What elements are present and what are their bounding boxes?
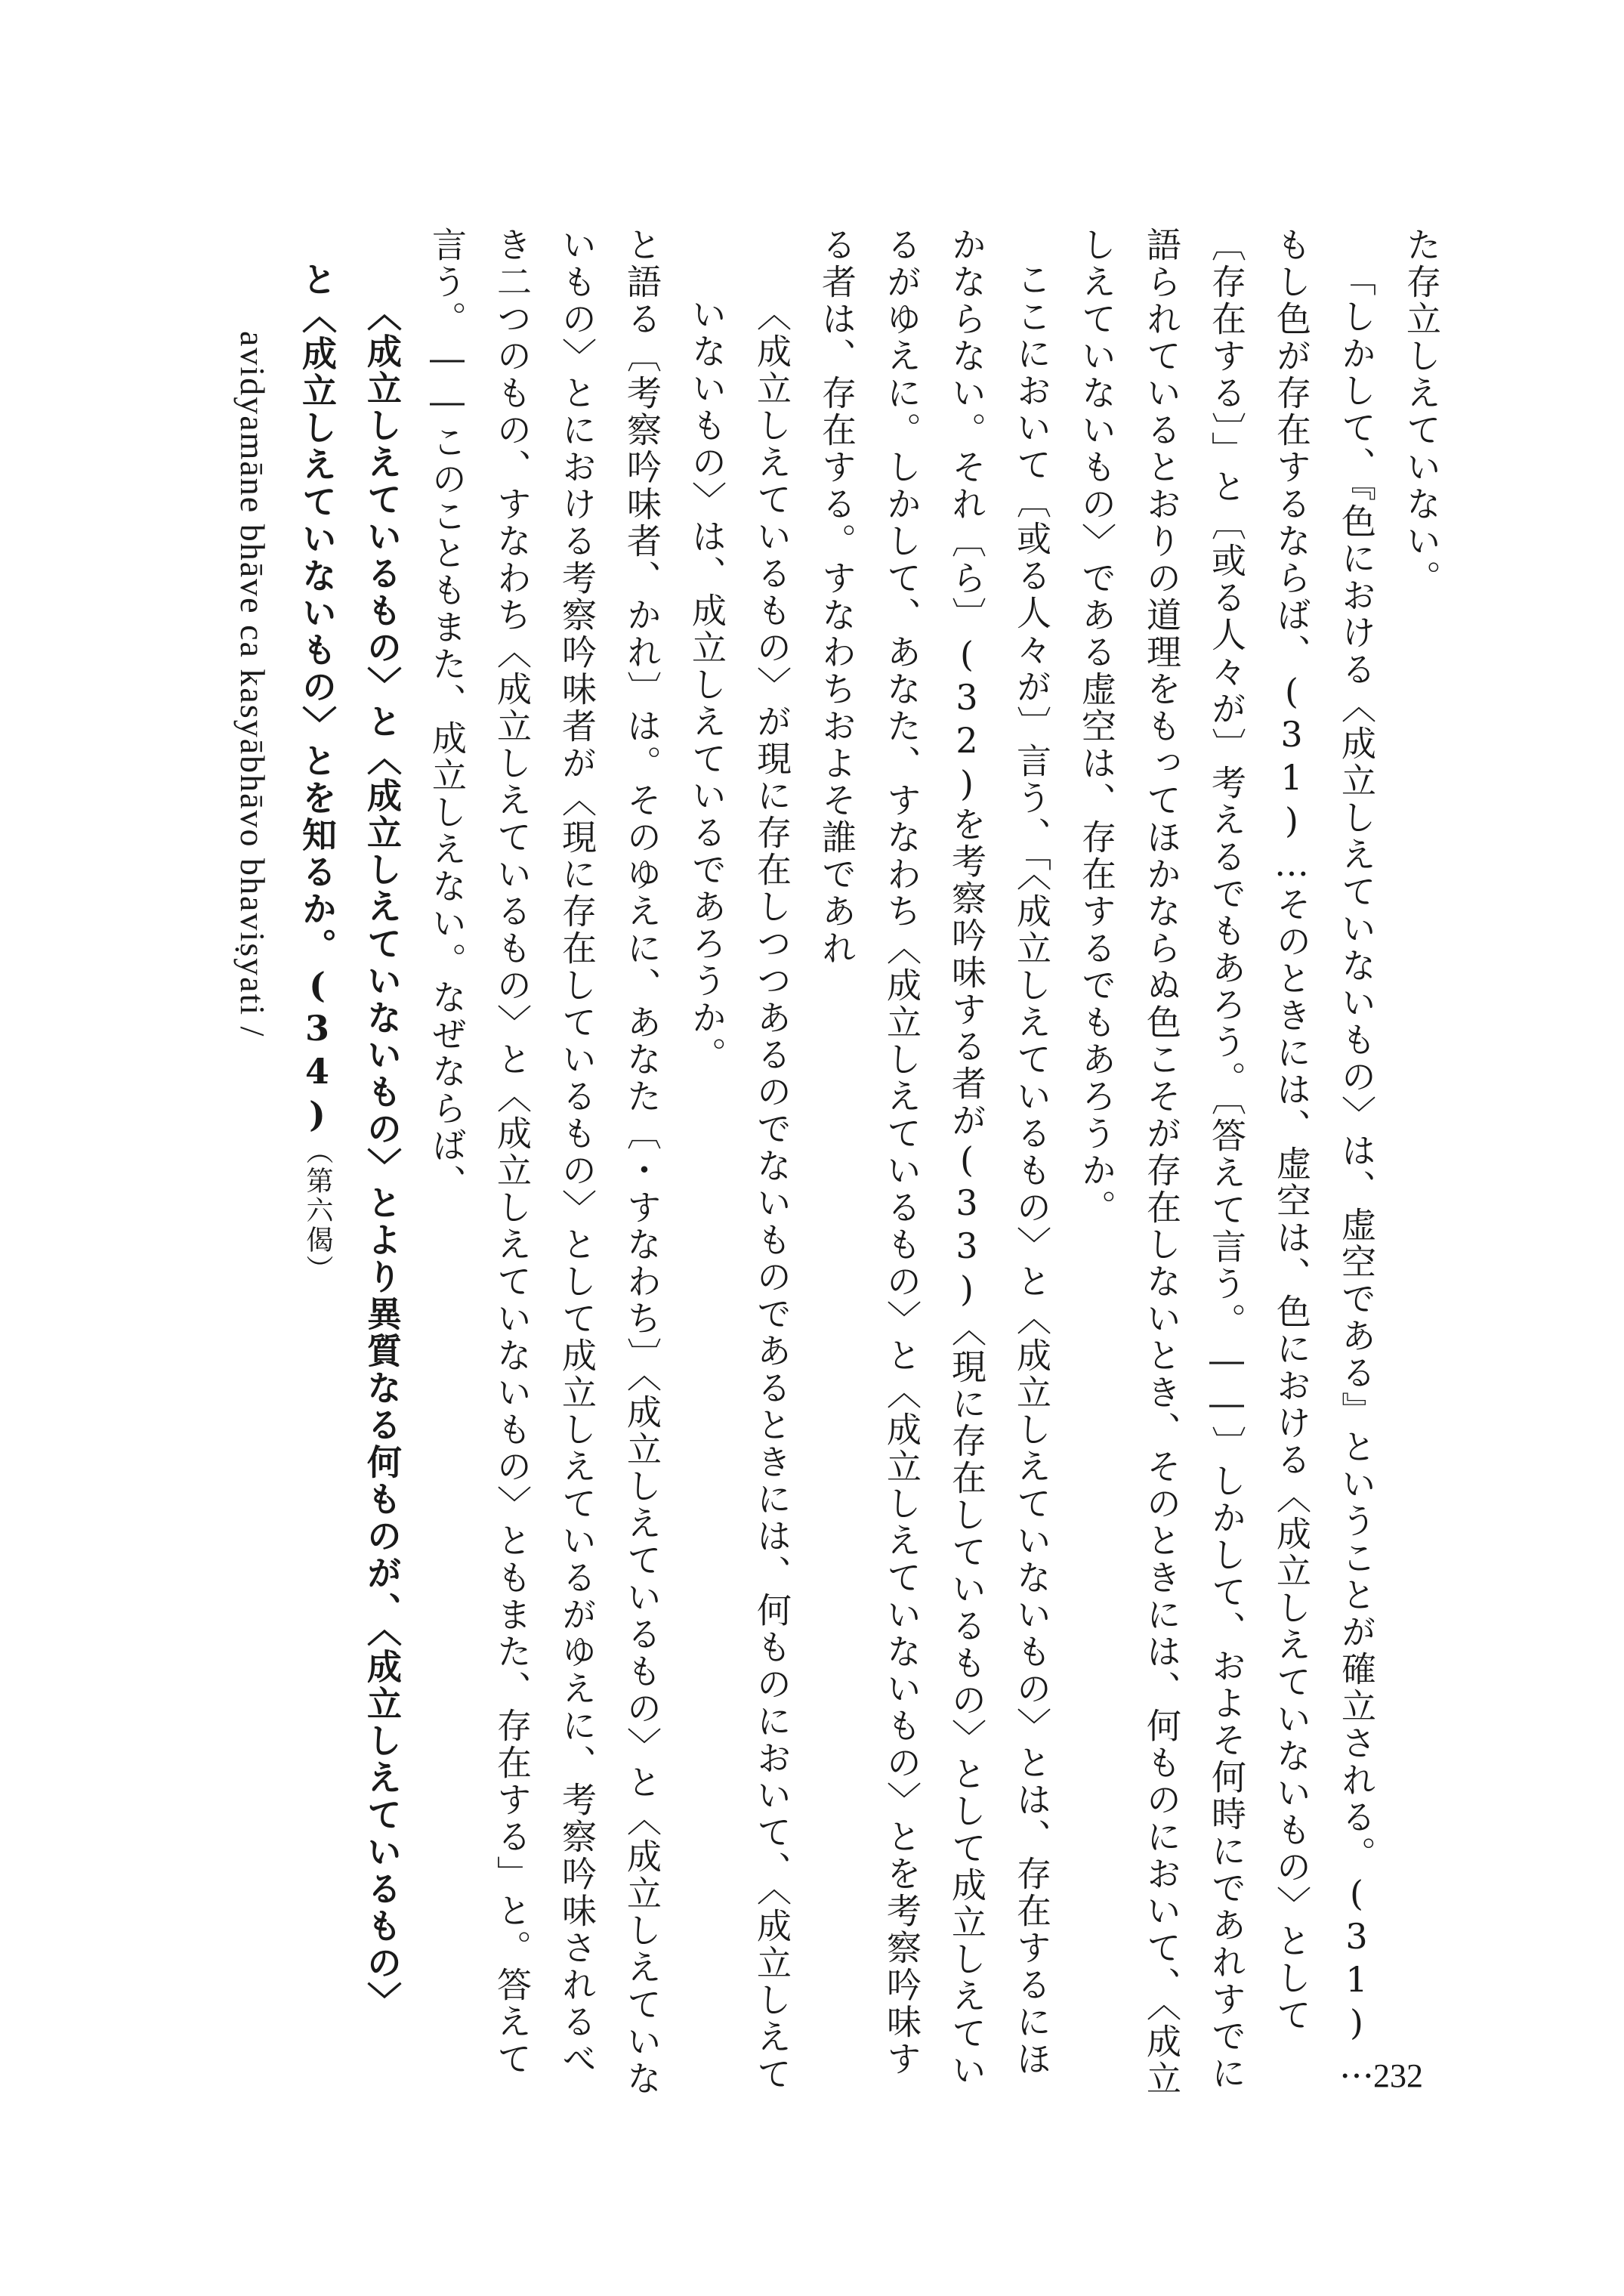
verse-line-2 <box>285 227 350 2100</box>
paragraph-3: と語る〔考察吟味者、かれ〕は。そのゆえに、あなた〔・すなわち〕〈成立しえているもの〉と〈成立しえていないもの〉とにおける考察吟味者が〈現に存在しているもの〉として成立しえているがゆえに、考察吟味されるべき二つのもの、すなわち〈成立しえているもの〉と〈成立しえていないもの〉ともまた、存在する」と。答えて言う。――このこともまた、成立しえない。なぜならば、 <box>427 227 662 2097</box>
verse-line-2-text: と〈成立しえていないもの〉とを知るか。(34) <box>297 261 338 1137</box>
sanskrit-verse: avidyamāne bhāve ca kasyābhāvo bhaviṣyati / <box>233 331 272 1038</box>
page-number: 232 <box>1373 2057 1423 2094</box>
line-continuation: た存立しえていない。 <box>1401 227 1442 597</box>
vertical-text-body <box>220 227 1454 2100</box>
verse-line-1: 〈成立しえているもの〉と〈成立しえていないもの〉とより異質なる何ものが、〈成立しえているもの〉 <box>362 296 403 2019</box>
verse-tag: （第六偈） <box>302 1137 333 1284</box>
paragraph-1: 「しかして、『色における〈成立しえていないもの〉は、虚空である』ということが確立される。(31)…もし色が存在するならば、(31)…そのときには、虚空は、色における〈成立しえていないもの〉として〔存在する〕」と〔或る人々が〕考えるでもあろう。〔答えて言う。――〕しかして、およそ何時にであれすでに語られているとおりの道理をもってほかならぬ色こそが存在しないとき、そのときには、何ものにおいて、〈成立しえていないもの〉である虚空は、存在するでもあろうか。 <box>1076 227 1377 2097</box>
paragraph-2: ここにおいて〔或る人々が〕言う、「〈成立しえているもの〉と〈成立しえていないもの〉とは、存在するにほかならない。それ〔ら〕(32)を考察吟味する者が(33)〈現に存在しているもの〉として成立しえているがゆえに。しかして、あなた、すなわち〈成立しえているもの〉と〈成立しえていないもの〉とを考察吟味する者は、存在する。すなわちおよそ誰であれ <box>817 227 1052 2089</box>
paragraph-2-indented: 〈成立しえているもの〉が現に存在しつつあるのでないものであるときには、何ものにおいて、〈成立しえていないもの〉は、成立しえているであろうか。 <box>687 296 792 2093</box>
